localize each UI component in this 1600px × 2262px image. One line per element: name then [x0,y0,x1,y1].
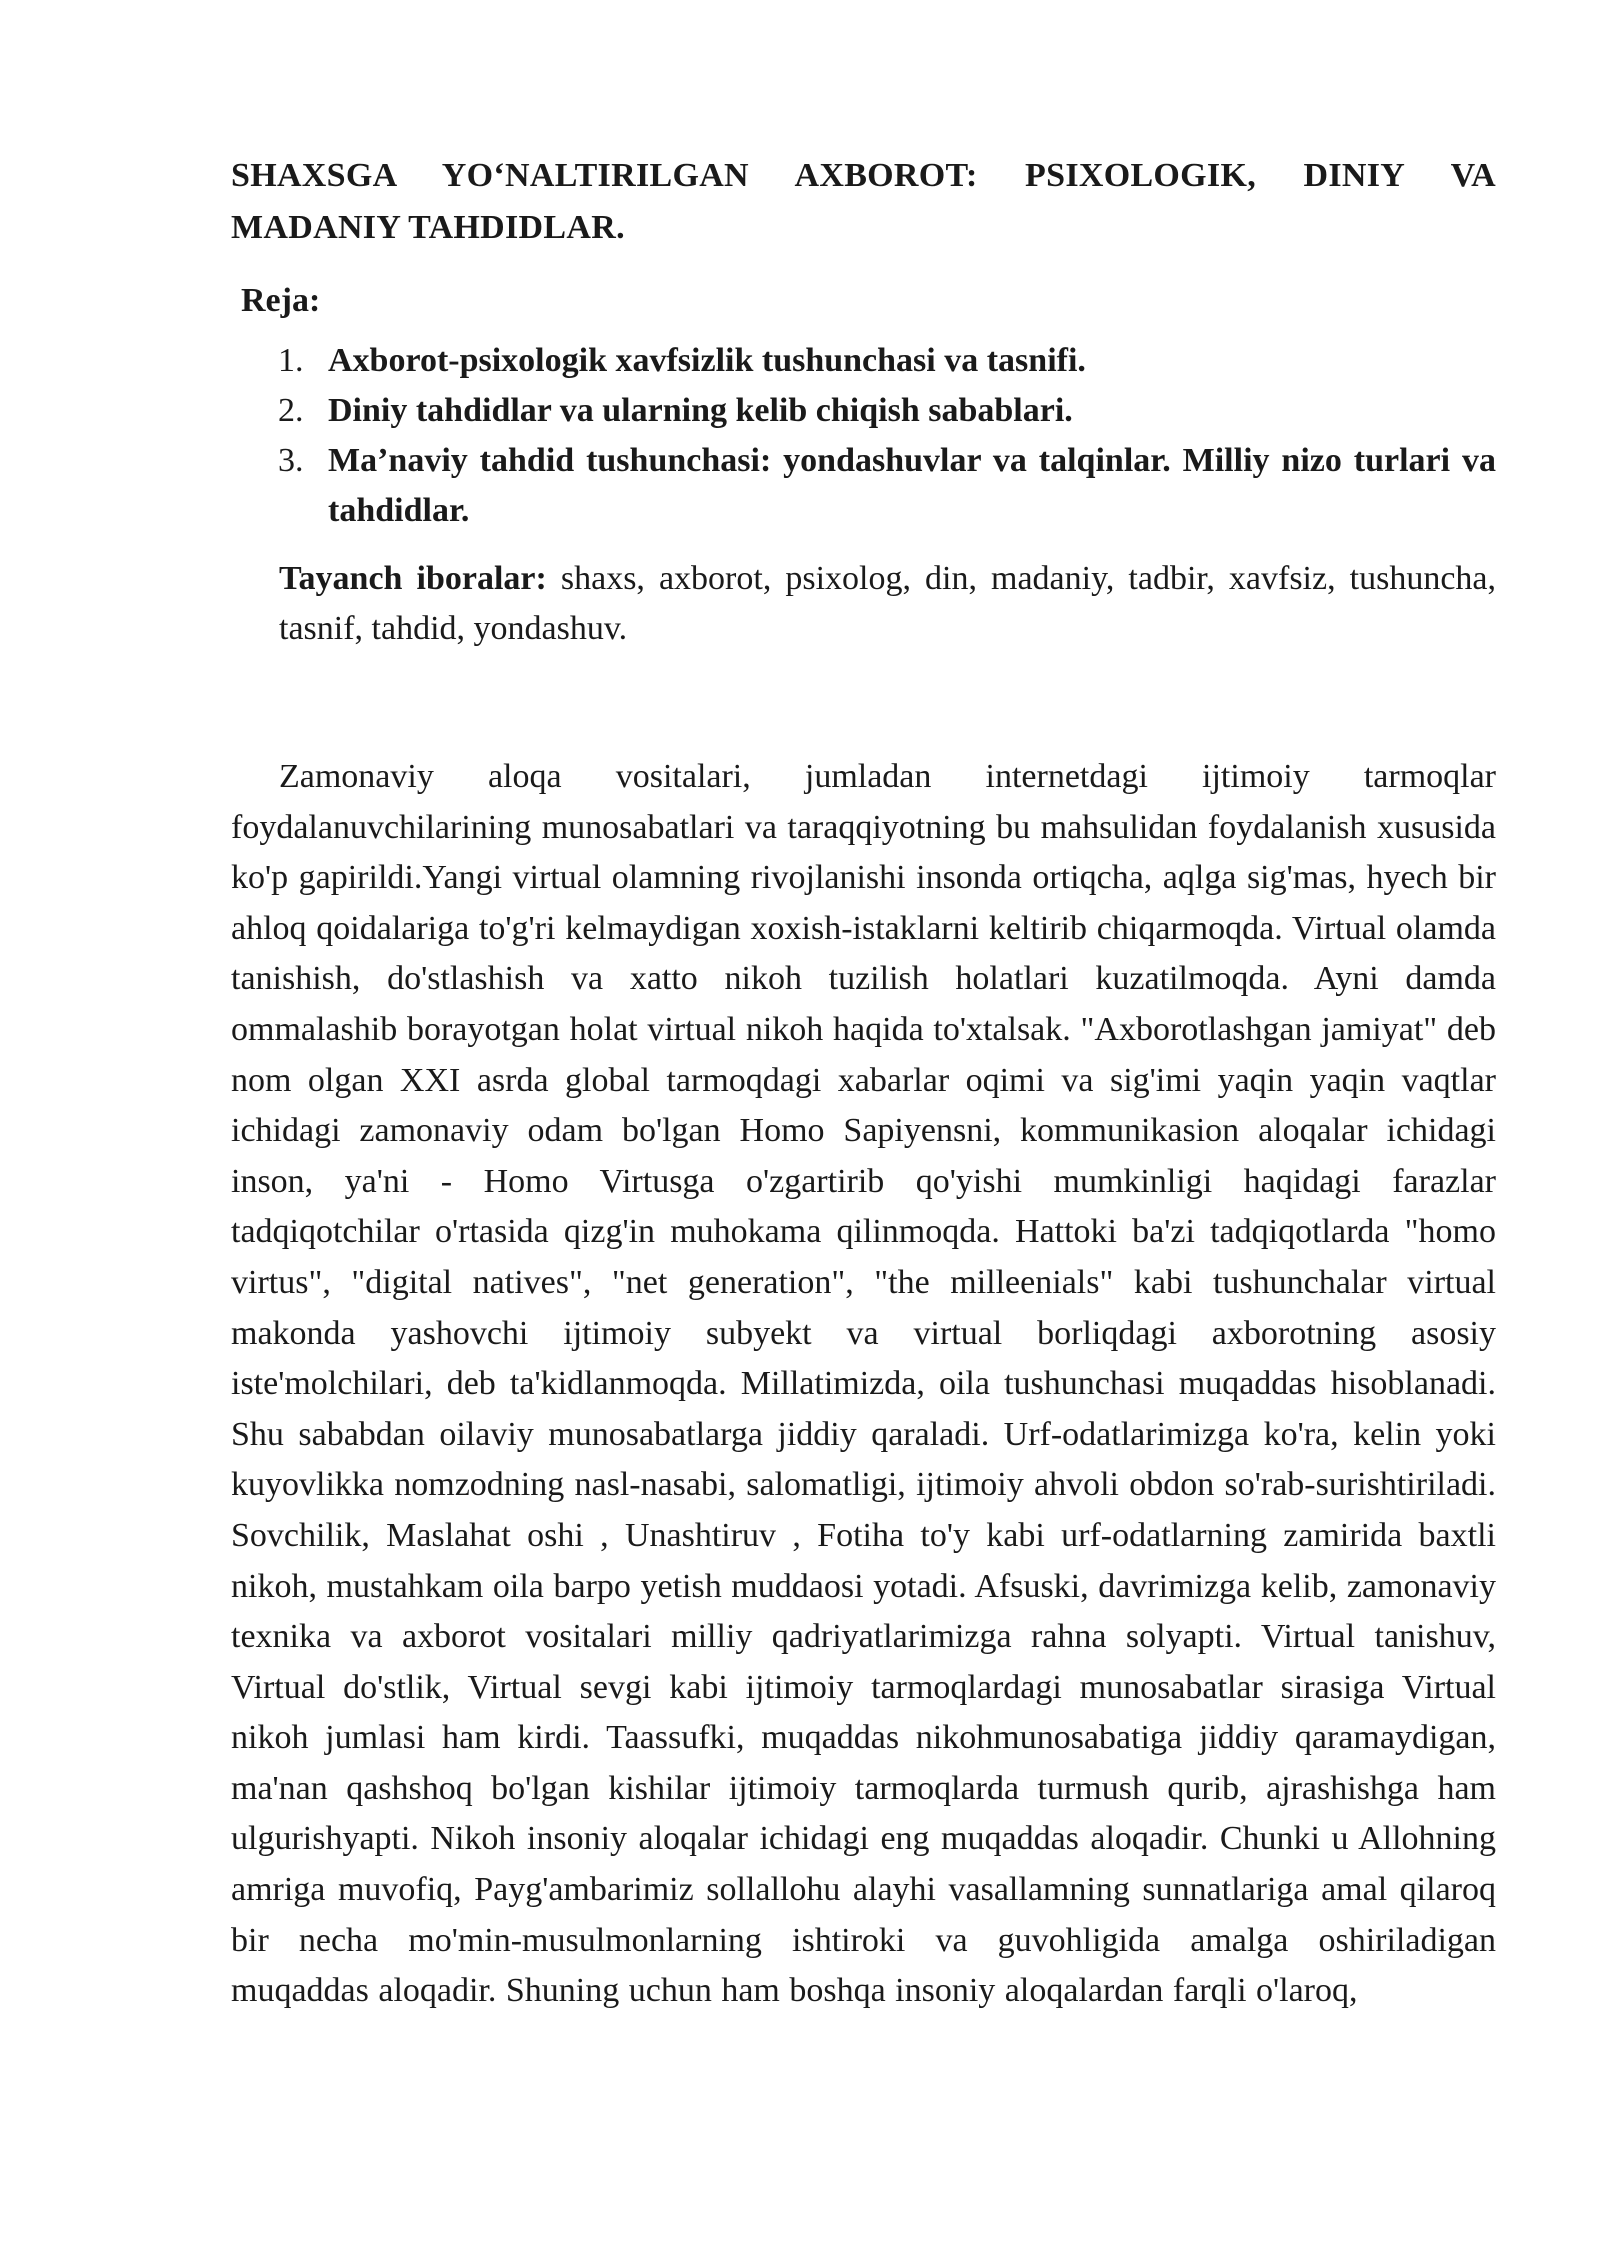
document-page [231,150,1496,2017]
plan-list [231,336,1496,536]
title-line-2: MADANIY TAHDIDLAR. [231,209,625,246]
plan-heading: Reja: [241,282,321,319]
keywords-text: shaxs, axborot, psixolog, din, madaniy, tadbir, xavfsiz, tushuncha, tasnif, tahdid, yondashuv. [279,560,1496,647]
plan-item-text: Ma’naviy tahdid tushunchasi: yondashuvlar va talqinlar. Milliy nizo turlari va tahdidlar. [328,442,1496,529]
plan-item-number: 1. [278,342,304,379]
keywords-paragraph [279,554,1496,654]
plan-item-3 [231,436,1496,536]
plan-item-text: Axborot-psixologik xavfsizlik tushunchasi va tasnifi. [328,342,1086,379]
plan-item-number: 2. [278,392,304,429]
plan-item-1 [231,336,1496,386]
plan-item-number: 3. [278,442,304,479]
plan-item-text: Diniy tahdidlar va ularning kelib chiqish sabablari. [328,392,1073,429]
keywords-label: Tayanch iboralar: [279,560,547,597]
body-paragraph: Zamonaviy aloqa vositalari, jumladan internetdagi ijtimoiy tarmoqlar foydalanuvchilarining munosabatlari va taraqqiyotning bu mahsulidan foydalanish xususida ko'p gapirildi.Yangi virtual olamning rivojlanishi insonda ortiqcha, aqlga sig'mas, hyech bir ahloq qoidalariga to'g'ri kelmaydigan xoxish-istaklarni keltirib chiqarmoqda. Virtual olamda tanishish, do'stlashish va xatto nikoh tuzilish holatlari kuzatilmoqda. Ayni damda ommalashib borayotgan holat virtual nikoh haqida to'xtalsak. "Axborotlashgan jamiyat" deb nom olgan XXI asrda global tarmoqdagi xabarlar oqimi va sig'imi yaqin yaqin vaqtlar ichidagi zamonaviy odam bo'lgan Homo Sapiyensni, kommunikasion aloqalar ichidagi inson, ya'ni - Homo Virtusga o'zgartirib qo'yishi mumkinligi haqidagi farazlar tadqiqotchilar o'rtasida qizg'in muhokama qilinmoqda. Hattoki ba'zi tadqiqotlarda "homo virtus", "digital natives", "net generation", "the milleenials" kabi tushunchalar virtual makonda yashovchi ijtimoiy subyekt va virtual borliqdagi axborotning asosiy iste'molchilari, deb ta'kidlanmoqda. Millatimizda, oila tushunchasi muqaddas hisoblanadi. Shu sababdan oilaviy munosabatlarga jiddiy qaraladi. Urf-odatlarimizga ko'ra, kelin yoki kuyovlikka nomzodning nasl-nasabi, salomatligi, ijtimoiy ahvoli obdon so'rab-surishtiriladi. Sovchilik, Maslahat oshi , Unashtiruv , Fotiha to'y kabi urf-odatlarning zamirida baxtli nikoh, mustahkam oila barpo yetish muddaosi yotadi. Afsuski, davrimizga kelib, zamonaviy texnika va axborot vositalari milliy qadriyatlarimizga rahna solyapti. Virtual tanishuv, Virtual do'stlik, Virtual sevgi kabi ijtimoiy tarmoqlardagi munosabatlar sirasiga Virtual nikoh jumlasi ham kirdi. Taassufki, muqaddas nikohmunosabatiga jiddiy qaramaydigan, ma'nan qashshoq bo'lgan kishilar ijtimoiy tarmoqlarda turmush qurib, ajrashishga ham ulgurishyapti. Nikoh insoniy aloqalar ichidagi eng muqaddas aloqadir. Chunki u Allohning amriga muvofiq, Payg'ambarimiz sollallohu alayhi vasallamning sunnatlariga amal qilaroq bir necha mo'min-musulmonlarning ishtiroki va guvohligida amalga oshiriladigan muqaddas aloqadir. Shuning uchun ham boshqa insoniy aloqalardan farqli o'laroq, [231,758,1496,2010]
document-title [231,150,1496,254]
plan-item-2 [231,386,1496,436]
title-line-1: SHAXSGA YO‘NALTIRILGAN AXBOROT: PSIXOLOGIK, DINIY VA [231,157,1496,194]
